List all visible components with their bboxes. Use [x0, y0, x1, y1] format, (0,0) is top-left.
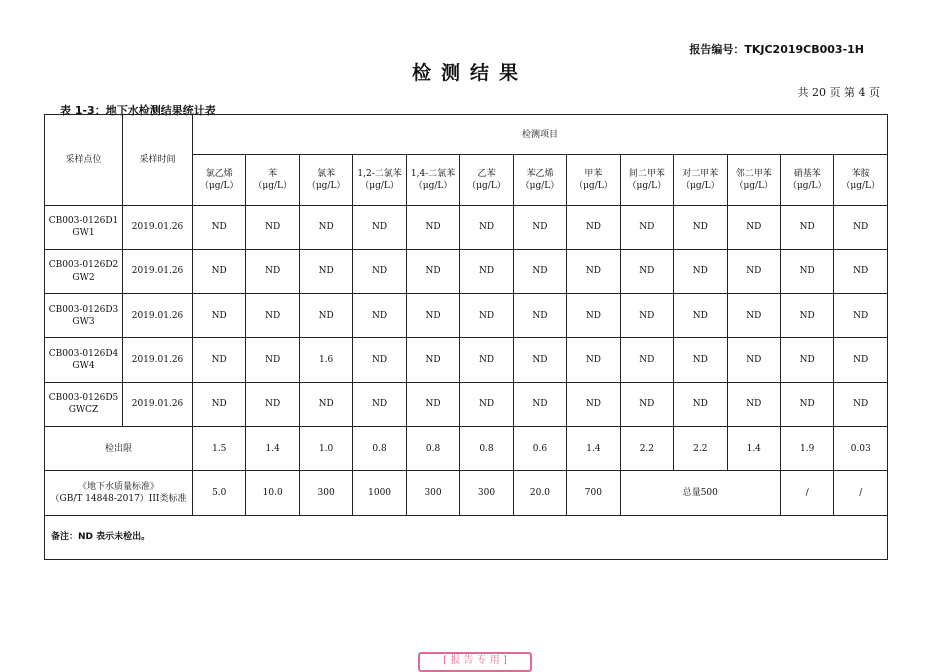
table-row: [45, 294, 888, 338]
col-header-group: 检测项目: [193, 115, 888, 155]
results-table: [44, 114, 888, 560]
item-name: 苯乙烯: [526, 168, 554, 179]
sample-site: CB003-0126D2 GW2: [45, 249, 123, 293]
item-header: [780, 155, 833, 205]
item-name: 苯: [268, 168, 278, 179]
page-indicator: 共 20 页 第 4 页: [797, 86, 880, 99]
item-header: [193, 155, 246, 205]
result-cell: ND: [246, 249, 299, 293]
result-cell: ND: [193, 249, 246, 293]
item-header: [567, 155, 620, 205]
result-cell: ND: [567, 205, 620, 249]
table-row: [45, 382, 888, 426]
detection-limit-cell: 0.03: [834, 427, 888, 471]
result-cell: ND: [513, 249, 566, 293]
report-number: 报告编号：TKJC2019CB003-1H: [689, 43, 864, 56]
standard-cell: 300: [460, 471, 513, 515]
result-cell: ND: [353, 249, 406, 293]
result-cell: ND: [513, 294, 566, 338]
result-cell: ND: [193, 382, 246, 426]
result-cell: ND: [567, 338, 620, 382]
item-unit: （μg/L）: [680, 180, 720, 191]
item-header: [727, 155, 780, 205]
header-row-1: [45, 115, 888, 155]
detection-limit-row: [45, 427, 888, 471]
report-stamp: [ 报 告 专 用 ]: [418, 652, 532, 672]
result-cell: ND: [246, 205, 299, 249]
result-cell: ND: [674, 294, 727, 338]
standard-label: [45, 471, 193, 515]
item-unit: （μg/L）: [627, 180, 667, 191]
item-header: [460, 155, 513, 205]
result-cell: ND: [406, 205, 459, 249]
item-unit: （μg/L）: [360, 180, 399, 191]
item-name: 硝基苯: [793, 168, 821, 179]
result-cell: ND: [727, 205, 780, 249]
result-cell: ND: [780, 338, 833, 382]
standard-row: [45, 471, 888, 515]
detection-limit-cell: 1.4: [727, 427, 780, 471]
result-cell: ND: [460, 294, 513, 338]
standard-cell: 20.0: [513, 471, 566, 515]
xylene-total-standard: 总量500: [620, 471, 780, 515]
item-name: 对二甲苯: [682, 168, 719, 179]
detection-limit-cell: 1.4: [246, 427, 299, 471]
result-cell: ND: [727, 294, 780, 338]
remark-row: [45, 515, 888, 559]
result-cell: ND: [727, 249, 780, 293]
result-cell: ND: [246, 338, 299, 382]
result-cell: ND: [567, 294, 620, 338]
result-cell: ND: [780, 294, 833, 338]
result-cell: ND: [620, 294, 673, 338]
result-cell: ND: [299, 294, 352, 338]
result-cell: ND: [567, 249, 620, 293]
item-unit: （μg/L）: [199, 180, 239, 191]
detection-limit-label: 检出限: [45, 427, 193, 471]
result-cell: ND: [353, 205, 406, 249]
item-unit: （μg/L）: [467, 180, 506, 191]
result-cell: ND: [674, 249, 727, 293]
result-cell: ND: [406, 294, 459, 338]
standard-code: （GB/T 14848-2017）III类标准: [50, 494, 187, 505]
item-name: 邻二甲苯: [735, 168, 772, 179]
result-cell: ND: [406, 338, 459, 382]
item-name: 1,2-二氯苯: [357, 168, 402, 179]
item-unit: （μg/L）: [413, 180, 453, 191]
item-header: [246, 155, 299, 205]
result-cell: ND: [460, 249, 513, 293]
standard-cell: /: [780, 471, 833, 515]
result-cell: ND: [460, 205, 513, 249]
detection-limit-cell: 0.8: [406, 427, 459, 471]
item-name: 间二甲苯: [628, 168, 665, 179]
detection-limit-cell: 1.9: [780, 427, 833, 471]
result-cell: ND: [834, 338, 888, 382]
detection-limit-cell: 2.2: [674, 427, 727, 471]
table-row: [45, 205, 888, 249]
sample-time: 2019.01.26: [123, 338, 193, 382]
standard-cell: 700: [567, 471, 620, 515]
item-name: 苯胺: [851, 168, 870, 179]
result-cell: ND: [353, 294, 406, 338]
result-cell: ND: [353, 382, 406, 426]
sample-site: CB003-0126D3 GW3: [45, 294, 123, 338]
item-name: 甲苯: [584, 168, 603, 179]
item-unit: （μg/L）: [787, 180, 827, 191]
detection-limit-cell: 1.5: [193, 427, 246, 471]
result-cell: ND: [406, 249, 459, 293]
item-name: 乙苯: [477, 168, 496, 179]
item-unit: （μg/L）: [520, 180, 560, 191]
item-unit: （μg/L）: [734, 180, 774, 191]
result-cell: ND: [567, 382, 620, 426]
standard-cell: 300: [406, 471, 459, 515]
standard-cell: 300: [299, 471, 352, 515]
item-unit: （μg/L）: [306, 180, 346, 191]
item-header: [620, 155, 673, 205]
item-name: 氯乙烯: [205, 168, 233, 179]
result-cell: ND: [620, 382, 673, 426]
item-header: [406, 155, 459, 205]
result-cell: ND: [299, 249, 352, 293]
sample-time: 2019.01.26: [123, 382, 193, 426]
result-cell: ND: [246, 294, 299, 338]
result-cell: ND: [620, 338, 673, 382]
result-cell: ND: [513, 338, 566, 382]
result-cell: ND: [780, 382, 833, 426]
item-header: [353, 155, 406, 205]
item-name: 氯苯: [317, 168, 336, 179]
result-cell: ND: [620, 205, 673, 249]
sample-time: 2019.01.26: [123, 249, 193, 293]
result-cell: ND: [193, 294, 246, 338]
sample-site: CB003-0126D1 GW1: [45, 205, 123, 249]
standard-cell: 5.0: [193, 471, 246, 515]
result-cell: ND: [513, 205, 566, 249]
detection-limit-cell: 1.4: [567, 427, 620, 471]
result-cell: ND: [513, 382, 566, 426]
sample-site: CB003-0126D5 GWCZ: [45, 382, 123, 426]
table-row: [45, 249, 888, 293]
detection-limit-cell: 0.8: [353, 427, 406, 471]
result-cell: ND: [460, 338, 513, 382]
result-cell: ND: [406, 382, 459, 426]
col-header-site: 采样点位: [45, 115, 123, 206]
document-title: 检测结果: [411, 62, 528, 84]
result-cell: ND: [834, 382, 888, 426]
result-cell: ND: [620, 249, 673, 293]
detection-limit-cell: 1.0: [299, 427, 352, 471]
item-unit: （μg/L）: [574, 180, 613, 191]
result-cell: ND: [193, 338, 246, 382]
sample-site: CB003-0126D4 GW4: [45, 338, 123, 382]
result-cell: ND: [834, 205, 888, 249]
standard-cell: 10.0: [246, 471, 299, 515]
detection-limit-cell: 2.2: [620, 427, 673, 471]
table-row: [45, 338, 888, 382]
result-cell: ND: [193, 205, 246, 249]
item-header: [834, 155, 888, 205]
sample-time: 2019.01.26: [123, 294, 193, 338]
result-cell: ND: [299, 205, 352, 249]
result-cell: ND: [353, 338, 406, 382]
standard-name: 《地下水质量标准》: [77, 481, 159, 492]
standard-cell: /: [834, 471, 888, 515]
detection-limit-cell: 0.6: [513, 427, 566, 471]
item-header: [299, 155, 352, 205]
item-header: [513, 155, 566, 205]
remark-note: 备注：ND 表示未检出。: [45, 515, 888, 559]
col-header-time: 采样时间: [123, 115, 193, 206]
detection-limit-cell: 0.8: [460, 427, 513, 471]
item-unit: （μg/L）: [841, 180, 881, 191]
item-name: 1,4-二氯苯: [410, 168, 456, 179]
result-cell: 1.6: [299, 338, 352, 382]
result-cell: ND: [674, 382, 727, 426]
result-cell: ND: [460, 382, 513, 426]
result-cell: ND: [780, 249, 833, 293]
result-cell: ND: [674, 338, 727, 382]
item-unit: （μg/L）: [253, 180, 292, 191]
table-caption: 表 1-3：地下水检测结果统计表: [60, 104, 216, 117]
result-cell: ND: [834, 249, 888, 293]
result-cell: ND: [299, 382, 352, 426]
sample-time: 2019.01.26: [123, 205, 193, 249]
item-header: [674, 155, 727, 205]
result-cell: ND: [674, 205, 727, 249]
standard-cell: 1000: [353, 471, 406, 515]
result-cell: ND: [780, 205, 833, 249]
result-cell: ND: [727, 338, 780, 382]
result-cell: ND: [246, 382, 299, 426]
result-cell: ND: [834, 294, 888, 338]
result-cell: ND: [727, 382, 780, 426]
